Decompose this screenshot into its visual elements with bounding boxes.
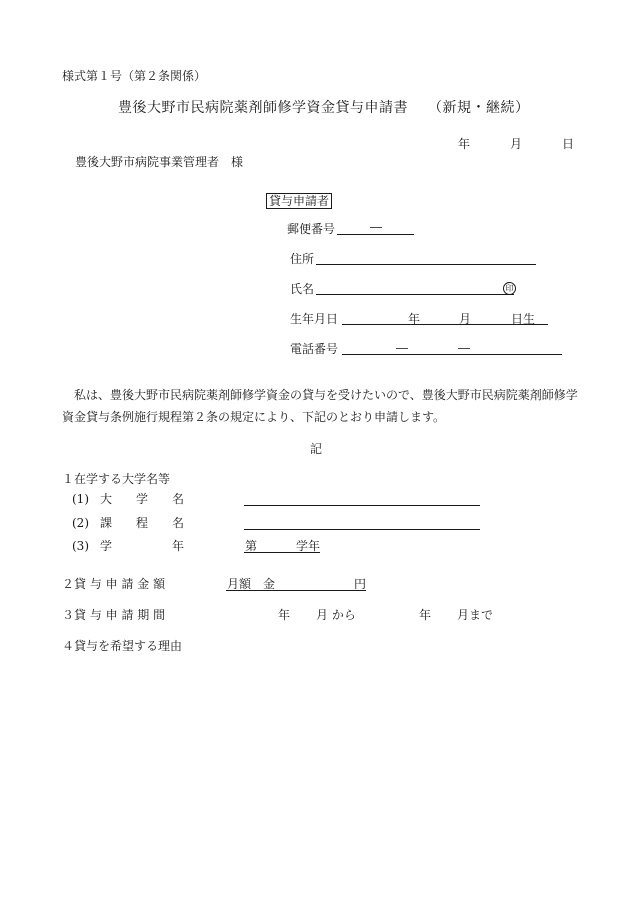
phone-dash-2: ― bbox=[458, 341, 470, 355]
birthdate-label: 生年月日 bbox=[290, 312, 339, 326]
item1-label: １在学する大学名等 bbox=[62, 472, 171, 486]
phone-label: 電話番号 bbox=[290, 342, 339, 356]
course-name-label: 課 程 名 bbox=[100, 516, 185, 530]
item1-sub2-number: (2) bbox=[72, 516, 89, 530]
seal-mark: 印 bbox=[503, 282, 516, 295]
period-from-year: 年 bbox=[278, 608, 291, 622]
school-year-suffix: 学年 bbox=[296, 539, 321, 553]
postal-code-field[interactable] bbox=[337, 234, 414, 235]
application-statement: 私は、豊後大野市民病院薬剤師修学資金の貸与を受けたいので、豊後大野市民病院薬剤師修学資金貸与条例施行規程第２条の規定により、下記のとおり申請します。 bbox=[62, 388, 578, 424]
date-year-label: 年 bbox=[458, 137, 471, 151]
loan-amount-unit: 円 bbox=[354, 577, 367, 591]
name-field[interactable] bbox=[316, 294, 514, 295]
school-year-prefix: 第 bbox=[245, 539, 258, 553]
item1-sub3-number: (3) bbox=[72, 539, 89, 553]
postal-label: 郵便番号 bbox=[287, 222, 336, 236]
university-name-label: 大 学 名 bbox=[100, 492, 185, 506]
address-field[interactable] bbox=[316, 264, 536, 265]
birth-month-unit: 月 bbox=[459, 312, 472, 326]
form-title-suffix: （新規・継続） bbox=[428, 100, 530, 116]
university-name-field[interactable] bbox=[244, 505, 480, 506]
item3-label: ３貸 与 申 請 期 間 bbox=[62, 608, 166, 622]
loan-amount-prefix: 月額 金 bbox=[227, 577, 276, 591]
date-day-label: 日 bbox=[562, 137, 575, 151]
period-to-month: 月まで bbox=[457, 608, 494, 622]
item1-sub1-number: (1) bbox=[72, 492, 89, 506]
form-title-main: 豊後大野市民病院薬剤師修学資金貸与申請書 bbox=[118, 100, 408, 116]
postal-dash: ― bbox=[370, 220, 382, 234]
period-from-month: 月 から bbox=[316, 608, 356, 622]
form-title bbox=[118, 101, 530, 115]
item4-label: ４貸与を希望する理由 bbox=[62, 639, 183, 653]
form-number: 様式第１号（第２条関係） bbox=[62, 69, 207, 83]
course-name-field[interactable] bbox=[244, 529, 480, 530]
item2-label: ２貸 与 申 請 金 額 bbox=[62, 577, 166, 591]
date-month-label: 月 bbox=[510, 137, 523, 151]
period-to-year: 年 bbox=[419, 608, 432, 622]
phone-dash-1: ― bbox=[396, 341, 408, 355]
phone-field[interactable] bbox=[342, 354, 562, 355]
birth-day-unit: 日生 bbox=[511, 312, 536, 326]
ki-heading: 記 bbox=[310, 442, 323, 456]
address-label: 住所 bbox=[290, 252, 315, 266]
name-label: 氏名 bbox=[290, 282, 315, 296]
addressee: 豊後大野市病院事業管理者 様 bbox=[75, 155, 244, 169]
birth-year-unit: 年 bbox=[408, 312, 421, 326]
school-year-label: 学 年 bbox=[100, 539, 185, 553]
applicant-heading: 貸与申請者 bbox=[266, 193, 332, 209]
